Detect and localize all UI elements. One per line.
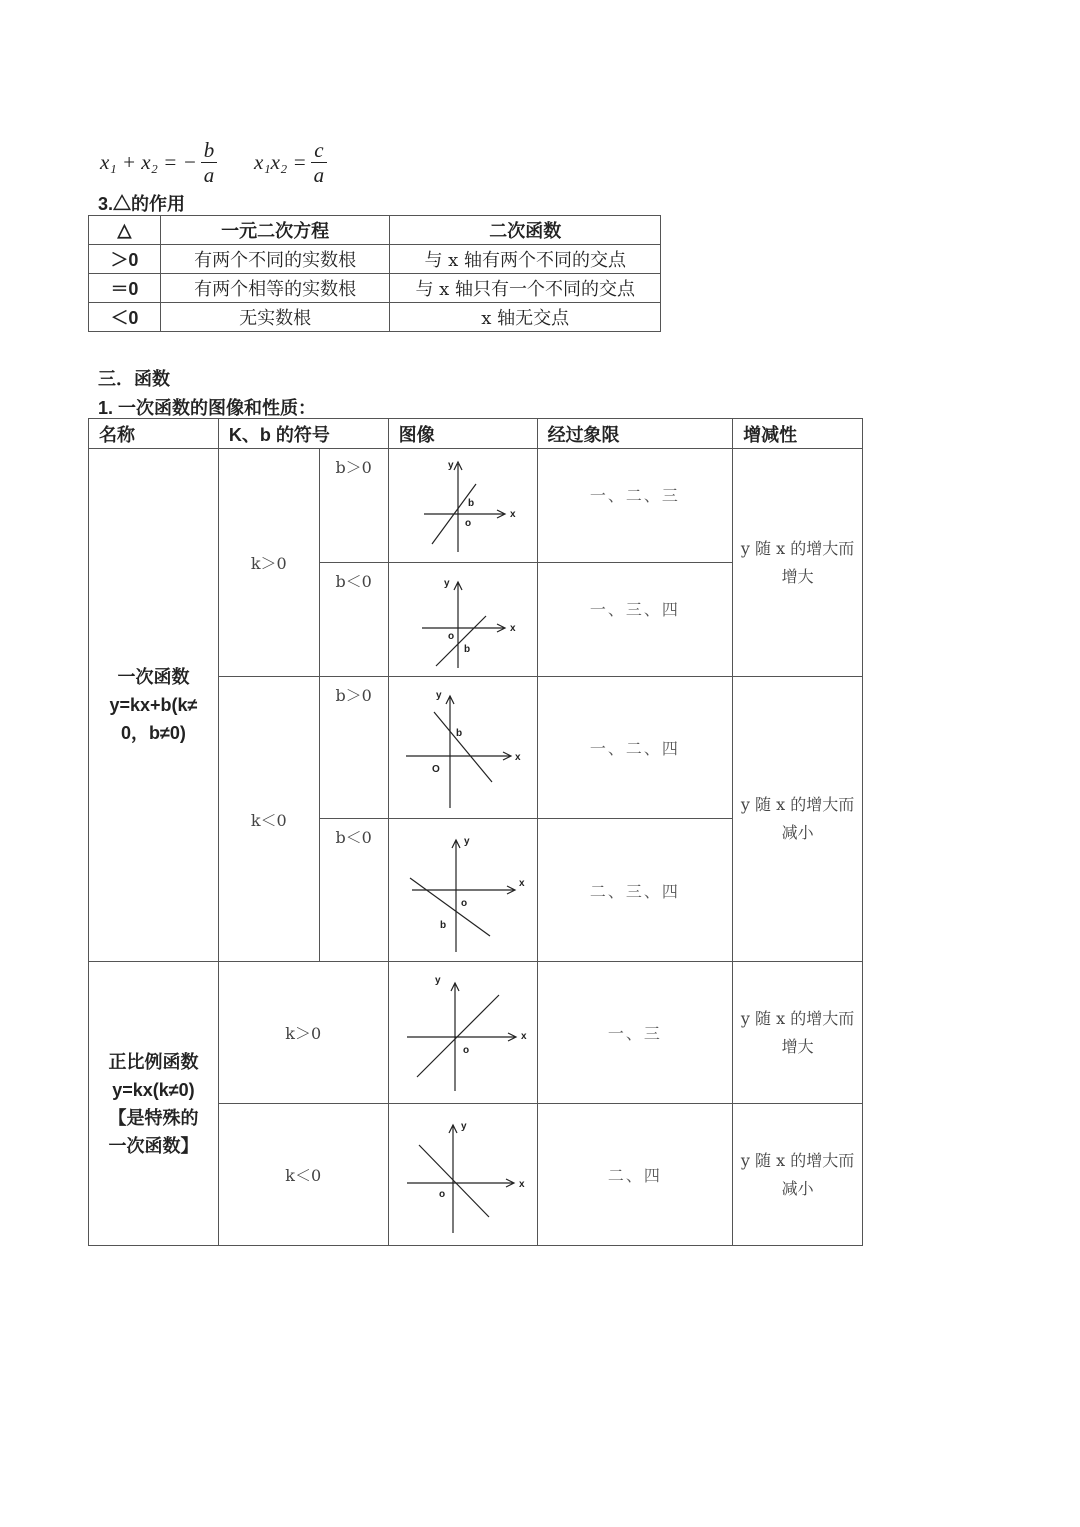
sum-of-roots-formula [100, 132, 217, 192]
product-of-roots-formula [254, 132, 327, 192]
axis-label-x: x [514, 751, 521, 763]
intercept-label: b [463, 643, 470, 655]
k-sign: k＜0 [218, 1104, 388, 1246]
graph-cell [388, 449, 537, 563]
origin-label: o [462, 1044, 469, 1056]
graph-intersections: 与 x 轴只有一个不同的交点 [390, 274, 661, 303]
prod-denominator: a [313, 162, 325, 187]
linear-function-name [89, 449, 219, 962]
axis-label-y: y [447, 459, 454, 471]
header-quadratic: 二次函数 [390, 216, 661, 245]
graph-k-pos-b-neg [408, 568, 518, 672]
monotonicity-decreasing [733, 1104, 863, 1246]
equation-roots: 无实数根 [160, 303, 390, 332]
origin-label: o [464, 517, 471, 529]
table-row [89, 303, 661, 332]
table-header-row [89, 419, 863, 449]
origin-label: o [460, 898, 467, 909]
axis-label-x: x [509, 622, 516, 634]
section-heading-delta: 3.△的作用 [98, 194, 186, 214]
name-line: 一次函数 [117, 667, 190, 687]
origin-label: o [447, 630, 454, 642]
b-sign: b＜0 [319, 819, 388, 962]
axis-label-y: y [435, 689, 442, 701]
linear-function-table [88, 418, 863, 1246]
origin-label: o [438, 1188, 445, 1200]
axis-label-x: x [518, 1178, 525, 1190]
intercept-label: b [455, 727, 462, 739]
proportional-function-name [89, 962, 219, 1246]
quadrants: 二、三、四 [537, 819, 733, 962]
name-line: 【是特殊的 [108, 1107, 199, 1128]
axis-label-y: y [460, 1120, 467, 1132]
k-sign-positive: k＞0 [218, 449, 319, 677]
sum-lhs: x₁ + x₂ = − [100, 149, 197, 174]
header-delta: △ [89, 216, 161, 245]
header-graph: 图像 [388, 419, 537, 449]
table-row [89, 245, 661, 274]
trend-line: y 随 x 的增大而 [740, 1150, 855, 1170]
axis-label-x: x [520, 1030, 527, 1042]
graph-k-neg-b-neg [398, 824, 528, 956]
graph-k-neg-b-pos [398, 682, 528, 814]
trend-line: y 随 x 的增大而 [740, 795, 855, 814]
axis-label-x: x [518, 878, 525, 889]
b-sign: b＜0 [319, 563, 388, 677]
quadrants: 一、二、三 [537, 449, 733, 563]
header-sign: K、b 的符号 [218, 419, 388, 449]
sum-denominator: a [203, 162, 215, 187]
header-monotonicity: 增减性 [733, 419, 863, 449]
name-line: 正比例函数 [108, 1051, 199, 1072]
name-line: y=kx+b(k≠ [109, 695, 198, 715]
table-row [89, 962, 863, 1104]
name-line: y=kx(k≠0) [112, 1079, 195, 1100]
prod-numerator: c [311, 138, 326, 163]
axis-label-y: y [434, 974, 441, 986]
quadrants: 二、四 [537, 1104, 733, 1246]
intercept-label: b [439, 920, 446, 931]
quadrants: 一、三 [537, 962, 733, 1104]
graph-cell [388, 962, 537, 1104]
b-sign: b＞0 [319, 677, 388, 819]
sum-fraction [201, 138, 218, 187]
graph-cell [388, 819, 537, 962]
graph-proportional-k-pos [395, 967, 531, 1099]
axis-label-y: y [443, 577, 450, 589]
axis-label-x: x [509, 508, 516, 520]
graph-intersections: 与 x 轴有两个不同的交点 [390, 245, 661, 274]
delta-sign: ＞0 [89, 245, 161, 274]
prod-lhs: x₁x₂ = [254, 149, 307, 174]
trend-line: y 随 x 的增大而 [740, 538, 855, 558]
quadrants: 一、三、四 [537, 563, 733, 677]
name-line: 一次函数】 [108, 1135, 199, 1156]
monotonicity-increasing [733, 962, 863, 1104]
table-row [89, 274, 661, 303]
trend-line: 减小 [781, 823, 814, 842]
graph-cell [388, 1104, 537, 1246]
graph-intersections: x 轴无交点 [390, 303, 661, 332]
prod-fraction [311, 138, 328, 187]
trend-line: 增大 [781, 1036, 814, 1056]
k-sign: k＞0 [218, 962, 388, 1104]
delta-table [88, 215, 661, 332]
graph-cell [388, 677, 537, 819]
intercept-label: b [467, 497, 474, 509]
chapter-title: 三．函数 [98, 369, 170, 389]
monotonicity-decreasing [733, 677, 863, 962]
delta-sign: ＜0 [89, 303, 161, 332]
trend-line: y 随 x 的增大而 [740, 1008, 855, 1028]
k-sign-negative: k＜0 [218, 677, 319, 962]
subsection-title: 1. 一次函数的图像和性质： [98, 398, 317, 418]
name-line: 0，b≠0) [121, 723, 186, 743]
trend-line: 减小 [781, 1178, 814, 1198]
vieta-formulas [100, 132, 400, 192]
header-equation: 一元二次方程 [160, 216, 390, 245]
b-sign: b＞0 [319, 449, 388, 563]
axis-label-y: y [463, 836, 470, 847]
delta-sign: ＝0 [89, 274, 161, 303]
equation-roots: 有两个相等的实数根 [160, 274, 390, 303]
monotonicity-increasing [733, 449, 863, 677]
table-header-row [89, 216, 661, 245]
quadrants: 一、二、四 [537, 677, 733, 819]
trend-line: 增大 [781, 566, 814, 586]
origin-label: O [431, 763, 440, 775]
graph-k-pos-b-pos [408, 454, 518, 558]
header-name: 名称 [89, 419, 219, 449]
table-row [89, 449, 863, 563]
header-quadrants: 经过象限 [537, 419, 733, 449]
equation-roots: 有两个不同的实数根 [160, 245, 390, 274]
sum-numerator: b [201, 138, 218, 163]
graph-proportional-k-neg [395, 1109, 531, 1241]
graph-cell [388, 563, 537, 677]
